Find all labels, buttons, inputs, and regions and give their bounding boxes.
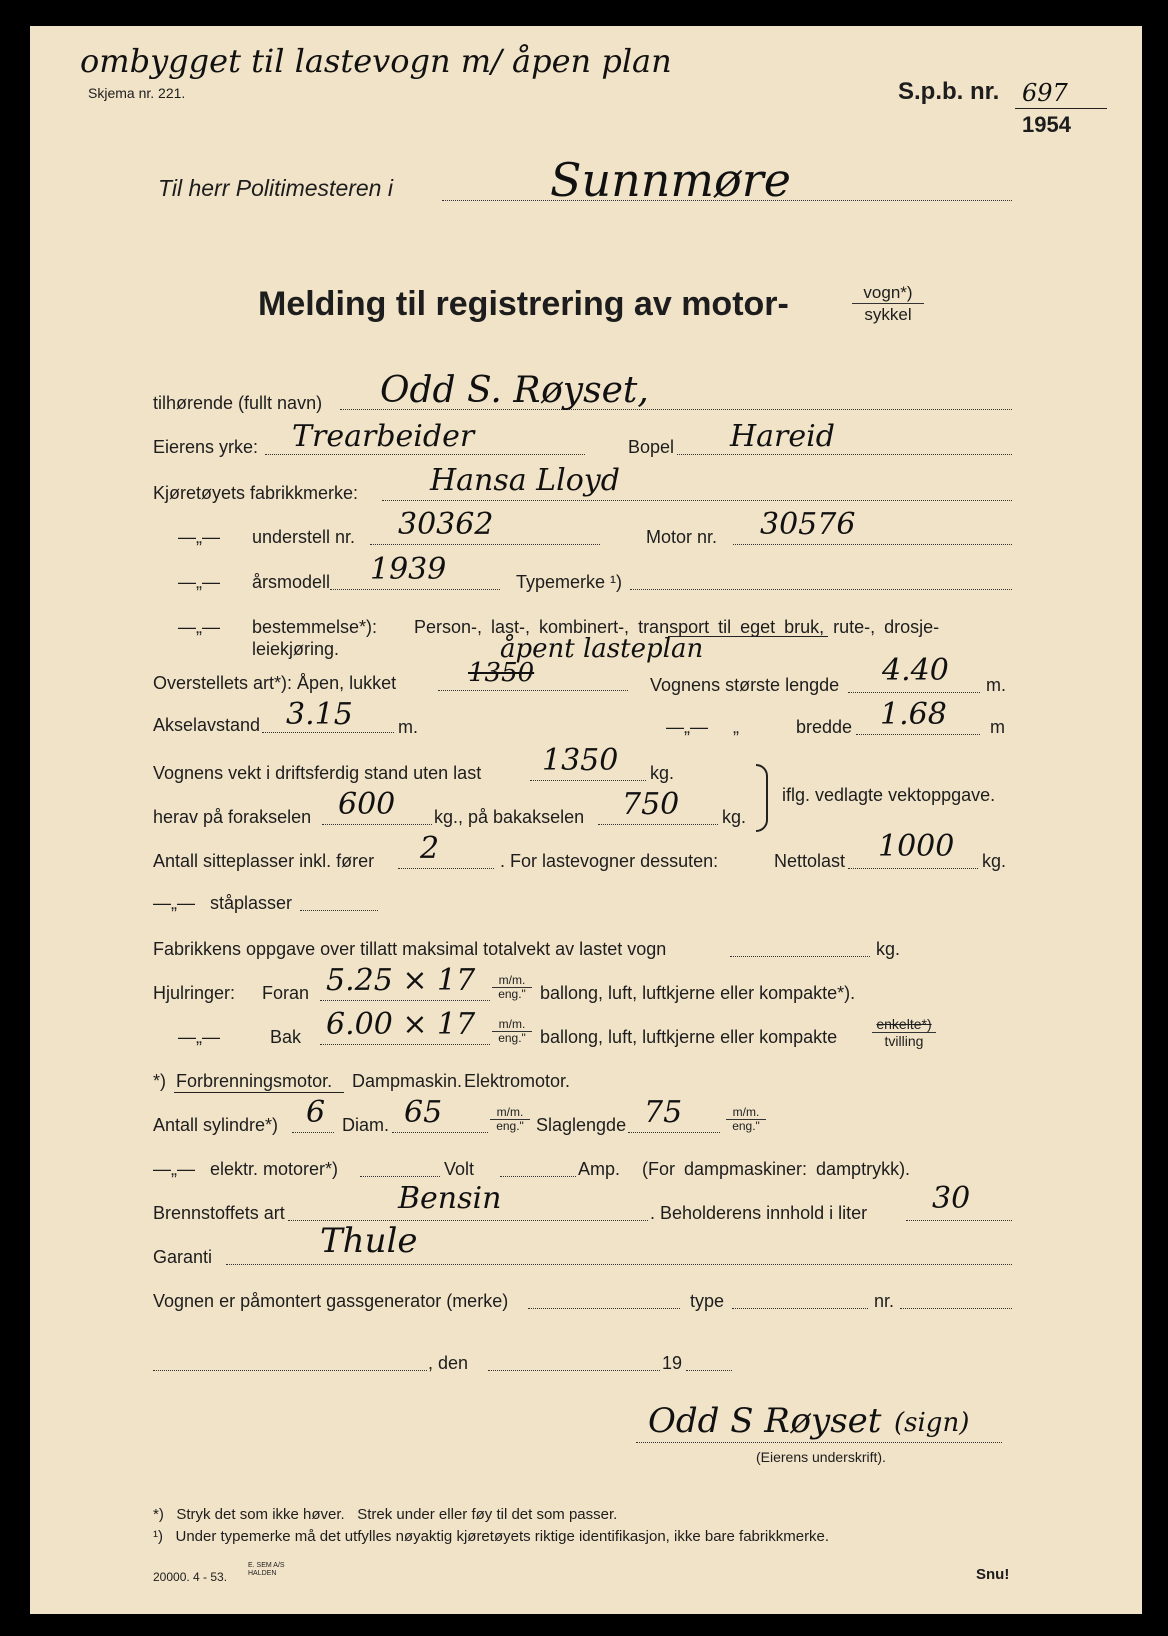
footnote-2: ¹) Under typemerke må det utfylles nøyaktig kjøretøyets riktige identifikasjon, ikke bare fabrikkmerke. <box>153 1528 830 1545</box>
maxweight-unit: kg. <box>876 939 901 959</box>
wheels-rear-label: Bak <box>270 1027 302 1047</box>
turn-over-note: Snu! <box>976 1566 1010 1583</box>
weight-label: Vognens vekt i driftsferdig stand uten last <box>153 763 482 783</box>
gas-type-line <box>732 1308 868 1309</box>
wheels-rear-value: 6.00 × 17 <box>326 1007 476 1042</box>
cylinders-line <box>292 1132 334 1133</box>
diameter-line <box>392 1132 488 1133</box>
stroke-mm: m/m. <box>726 1106 766 1120</box>
chassis-label: understell nr. <box>252 527 356 547</box>
width-value: 1.68 <box>880 697 947 732</box>
wheels-twin: tvilling <box>884 1033 924 1049</box>
form-document <box>30 26 1142 1614</box>
guarantee-label: Garanti <box>153 1247 213 1267</box>
type-line <box>630 589 1012 590</box>
wheels-front-mm: m/m. <box>492 974 532 988</box>
axle-label: Akselavstand <box>153 715 261 735</box>
diameter-value: 65 <box>404 1095 443 1130</box>
front-axle-line <box>322 824 432 825</box>
handwritten-note: ombygget til lastevogn m/ åpen plan <box>80 42 672 80</box>
year-value: 1939 <box>370 552 447 587</box>
stroke-unit <box>726 1106 766 1133</box>
standing-dash: —„— <box>153 893 195 913</box>
rear-axle-line <box>598 824 718 825</box>
cylinders-value: 6 <box>306 1095 326 1130</box>
type-label: Typemerke ¹) <box>516 572 623 592</box>
footnote-1: *) Stryk det som ikke høver. Strek under eller føy til det som passer. <box>153 1506 618 1523</box>
tank-value: 30 <box>932 1181 971 1216</box>
body-note: åpent lasteplan <box>500 634 704 664</box>
length-label: Vognens største lengde <box>650 675 840 695</box>
wheels-front-eng: eng." <box>498 987 526 1001</box>
electric-dash: —„— <box>153 1159 195 1179</box>
gas-label: Vognen er påmontert gassgenerator (merke) <box>153 1291 509 1311</box>
wheels-rear-dash: —„— <box>178 1027 220 1047</box>
motor-value: 30576 <box>760 507 856 542</box>
stroke-value: 75 <box>644 1095 683 1130</box>
diameter-eng: eng." <box>496 1119 524 1133</box>
guarantee-value: Thule <box>320 1221 418 1261</box>
gas-nr-line <box>900 1308 1012 1309</box>
guarantee-line <box>226 1264 1012 1265</box>
volt-label: Volt <box>444 1159 475 1179</box>
year-line <box>330 589 500 590</box>
weight-value: 1350 <box>542 743 619 778</box>
engine-type-steam: Dampmaskin. <box>352 1071 463 1091</box>
diameter-mm: m/m. <box>490 1106 530 1120</box>
weight-brace <box>756 764 768 832</box>
owner-signature: Odd S Røyset <box>648 1401 882 1441</box>
title-frac-sykkel: sykkel <box>864 305 912 324</box>
make-label: Kjøretøyets fabrikkmerke: <box>153 483 359 503</box>
front-axle-value: 600 <box>338 787 396 822</box>
purpose-dash: —„— <box>178 617 220 637</box>
wheels-front-label: Foran <box>262 983 310 1003</box>
maxweight-label: Fabrikkens oppgave over tillatt maksimal totalvekt av lastet vogn <box>153 939 667 959</box>
date-year-line <box>686 1370 732 1371</box>
date-year-prefix: 19 <box>662 1353 683 1373</box>
engine-type-underline <box>174 1092 344 1093</box>
police-addressee-value: Sunnmøre <box>550 153 791 207</box>
form-number: Skjema nr. 221. <box>88 85 186 101</box>
seats-label: Antall sitteplasser inkl. fører <box>153 851 375 871</box>
netload-line <box>848 868 978 869</box>
wheels-rear-eng: eng." <box>498 1031 526 1045</box>
printer-code: 20000. 4 - 53. <box>153 1570 228 1584</box>
engine-types-star: *) <box>153 1071 166 1091</box>
wheels-front-unit <box>492 974 532 1001</box>
spb-number: 697 <box>1022 79 1068 107</box>
chassis-value: 30362 <box>398 507 494 542</box>
length-unit: m. <box>986 675 1006 695</box>
cylinders-label: Antall sylindre*) <box>153 1115 279 1135</box>
purpose-label: bestemmelse*): <box>252 617 378 637</box>
front-axle-label: herav på forakselen <box>153 807 312 827</box>
owner-signature-sign: (sign) <box>894 1408 970 1438</box>
purpose-options-2: leiekjøring. <box>252 639 340 659</box>
residence-line <box>677 454 1012 455</box>
date-label: , den <box>428 1353 469 1373</box>
stroke-eng: eng." <box>732 1119 760 1133</box>
wheels-rear-types: ballong, luft, luftkjerne eller kompakte <box>540 1027 838 1047</box>
amp-line <box>500 1176 576 1177</box>
gas-nr-label: nr. <box>874 1291 895 1311</box>
residence-value: Hareid <box>730 419 835 454</box>
engine-type-electric: Elektromotor. <box>464 1071 571 1091</box>
printer-name: E. SEM A/S HALDEN <box>248 1562 285 1577</box>
stroke-line <box>628 1132 720 1133</box>
occupation-line <box>265 454 585 455</box>
form-title: Melding til registrering av motor- <box>258 285 789 323</box>
motor-label: Motor nr. <box>646 527 718 547</box>
body-line <box>438 690 628 691</box>
motor-line <box>733 544 1012 545</box>
length-value: 4.40 <box>882 653 949 688</box>
weight-unit: kg. <box>650 763 675 783</box>
stroke-label: Slaglengde <box>536 1115 627 1135</box>
title-frac-vogn: vogn*) <box>852 282 924 304</box>
body-label: Overstellets art*): Åpen, lukket <box>153 673 397 693</box>
axle-line <box>262 732 394 733</box>
occupation-value: Trearbeider <box>292 419 475 454</box>
body-value-struck: 1350 <box>468 658 535 688</box>
spb-label: S.p.b. nr. <box>898 78 1000 105</box>
netload-value: 1000 <box>878 829 955 864</box>
axle-unit: m. <box>398 717 418 737</box>
netload-unit: kg. <box>982 851 1007 871</box>
owner-label: tilhørende (fullt navn) <box>153 393 323 413</box>
truck-label: . For lastevogner dessuten: <box>500 851 719 871</box>
chassis-line <box>370 544 600 545</box>
rear-axle-label: kg., på bakakselen <box>434 807 585 827</box>
standing-label: ståplasser <box>210 893 293 913</box>
wheels-single: enkelte*) <box>872 1016 936 1033</box>
width-dash: —„— „ <box>666 717 739 737</box>
occupation-label: Eierens yrke: <box>153 437 259 457</box>
wheels-rear-fraction <box>872 1016 936 1049</box>
gas-type-label: type <box>690 1291 725 1311</box>
axle-value: 3.15 <box>286 697 353 732</box>
amp-label: Amp. <box>578 1159 621 1179</box>
date-line <box>488 1370 660 1371</box>
width-label: bredde <box>796 717 853 737</box>
seats-line <box>398 868 494 869</box>
netload-label: Nettolast <box>774 851 846 871</box>
title-fraction <box>852 282 924 325</box>
length-line <box>848 692 980 693</box>
tank-line <box>906 1220 1012 1221</box>
steam-label: (For dampmaskiner: damptrykk). <box>642 1159 911 1179</box>
electric-label: elektr. motorer*) <box>210 1159 339 1179</box>
weight-note: iflg. vedlagte vektoppgave. <box>782 785 996 805</box>
signature-label: (Eierens underskrift). <box>756 1449 886 1465</box>
rear-axle-value: 750 <box>622 787 680 822</box>
fuel-label: Brennstoffets art <box>153 1203 285 1223</box>
wheels-rear-mm: m/m. <box>492 1018 532 1032</box>
seats-value: 2 <box>420 831 440 866</box>
owner-value: Odd S. Røyset, <box>380 370 649 411</box>
rear-axle-unit: kg. <box>722 807 747 827</box>
year-dash: —„— <box>178 572 220 592</box>
maxweight-line <box>730 956 870 957</box>
wheels-rear-line <box>320 1044 490 1045</box>
gas-line <box>528 1308 680 1309</box>
diameter-label: Diam. <box>342 1115 390 1135</box>
spb-year: 1954 <box>1022 112 1071 137</box>
fuel-value: Bensin <box>398 1181 502 1216</box>
police-addressee-label: Til herr Politimesteren i <box>158 175 393 201</box>
volt-line <box>360 1176 440 1177</box>
signature-line <box>636 1442 1002 1443</box>
diameter-unit <box>490 1106 530 1133</box>
wheels-rear-unit <box>492 1018 532 1045</box>
spb-fraction-line <box>1015 108 1107 109</box>
width-line <box>856 734 980 735</box>
make-value: Hansa Lloyd <box>430 463 620 498</box>
place-line <box>153 1370 427 1371</box>
engine-type-combustion: Forbrenningsmotor. <box>176 1071 333 1091</box>
residence-label: Bopel <box>628 437 675 457</box>
year-label: årsmodell <box>252 572 331 592</box>
wheels-front-types: ballong, luft, luftkjerne eller kompakte*). <box>540 983 856 1003</box>
wheels-label: Hjulringer: <box>153 983 236 1003</box>
weight-line <box>530 780 646 781</box>
standing-line <box>300 910 378 911</box>
width-unit: m <box>990 717 1005 737</box>
chassis-dash: —„— <box>178 527 220 547</box>
purpose-options: Person-, last-, kombinert-, transport til eget bruk, rute-, drosje- <box>414 617 940 637</box>
wheels-front-line <box>320 1000 490 1001</box>
tank-label: . Beholderens innhold i liter <box>650 1203 868 1223</box>
make-line <box>382 500 1012 501</box>
wheels-front-value: 5.25 × 17 <box>326 963 476 998</box>
